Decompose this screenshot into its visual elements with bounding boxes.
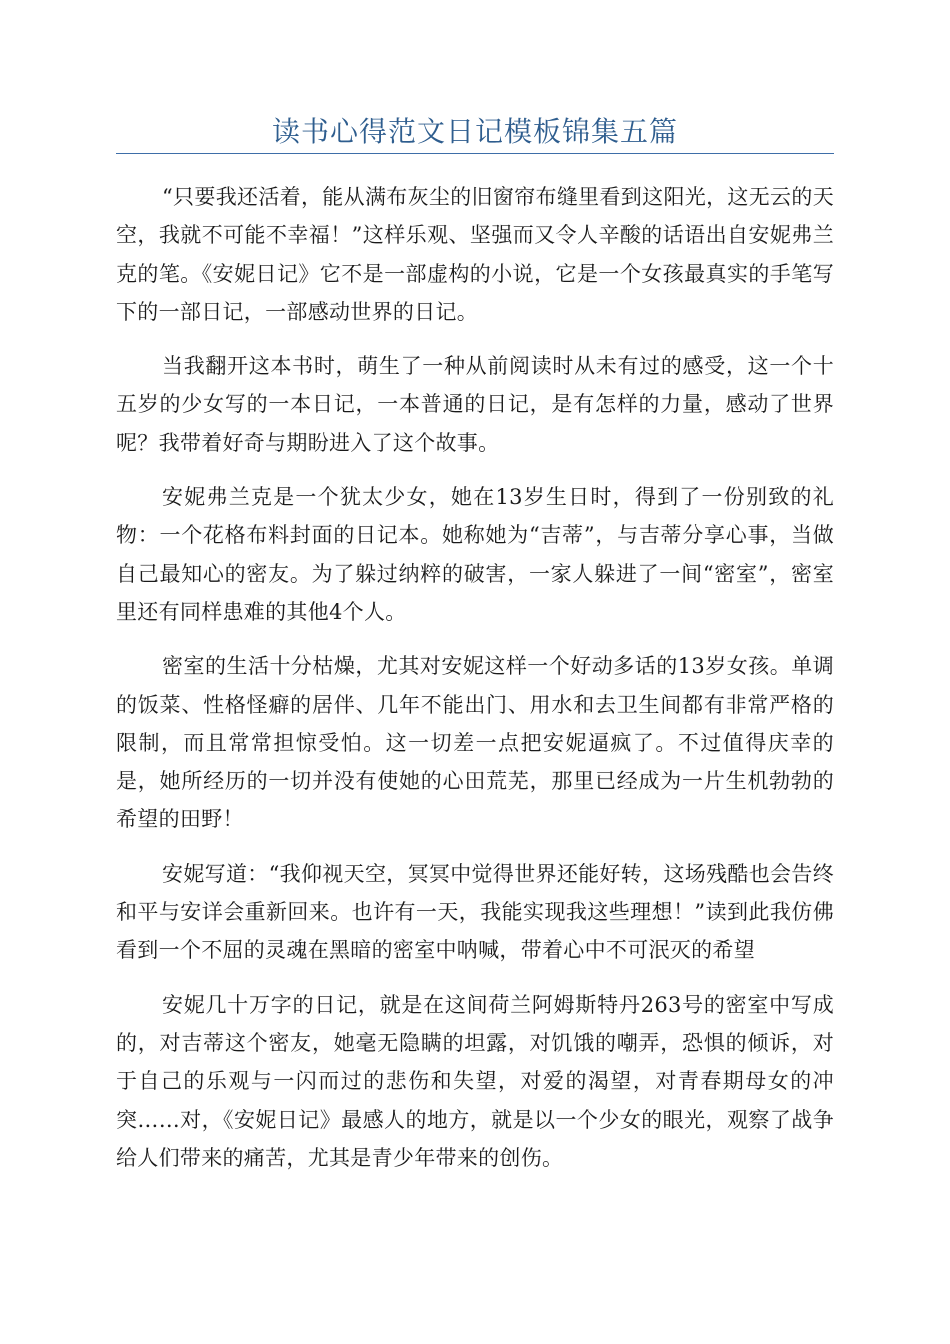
paragraph-5: 安妮写道：“我仰视天空，冥冥中觉得世界还能好转，这场残酷也会告终和平与安详会重新回来。也许有一天，我能实现我这些理想！”读到此我仿佛看到一个不屈的灵魂在黑暗的密室中呐喊，带着心中不可泯灭的希望 xyxy=(116,861,834,963)
paragraph-3: 安妮弗兰克是一个犹太少女，她在13岁生日时，得到了一份别致的礼物：一个花格布料封面的日记本。她称她为“吉蒂”，与吉蒂分享心事，当做自己最知心的密友。为了躲过纳粹的破害，一家人躲进了一间“密室”，密室里还有同样患难的其他4个人。 xyxy=(116,485,834,624)
paragraph-1: “只要我还活着，能从满布灰尘的旧窗帘布缝里看到这阳光，这无云的天空，我就不可能不幸福！”这样乐观、坚强而又令人辛酸的话语出自安妮弗兰克的笔。《安妮日记》它不是一部虚构的小说，它是一个女孩最真实的手笔写下的一部日记，一部感动世界的日记。 xyxy=(116,185,834,324)
document-body xyxy=(116,178,834,1193)
paragraph-4: 密室的生活十分枯燥，尤其对安妮这样一个好动多话的13岁女孩。单调的饭菜、性格怪癖的居伴、几年不能出门、用水和去卫生间都有非常严格的限制，而且常常担惊受怕。这一切差一点把安妮逼疯了。不过值得庆幸的是，她所经历的一切并没有使她的心田荒芜，那里已经成为一片生机勃勃的希望的田野！ xyxy=(116,654,834,832)
paragraph-2: 当我翻开这本书时，萌生了一种从前阅读时从未有过的感受，这一个十五岁的少女写的一本日记，一本普通的日记，是有怎样的力量，感动了世界呢？我带着好奇与期盼进入了这个故事。 xyxy=(116,354,834,455)
paragraph-6: 安妮几十万字的日记，就是在这间荷兰阿姆斯特丹263号的密室中写成的，对吉蒂这个密友，她毫无隐瞒的坦露，对饥饿的嘲弄，恐惧的倾诉，对于自己的乐观与一闪而过的悲伤和失望，对爱的渴望，对青春期母女的冲突……对，《安妮日记》最感人的地方，就是以一个少女的眼光，观察了战争给人们带来的痛苦，尤其是青少年带来的创伤。 xyxy=(116,992,834,1170)
title-underline xyxy=(116,153,834,154)
document-title: 读书心得范文日记模板锦集五篇 xyxy=(271,115,678,148)
